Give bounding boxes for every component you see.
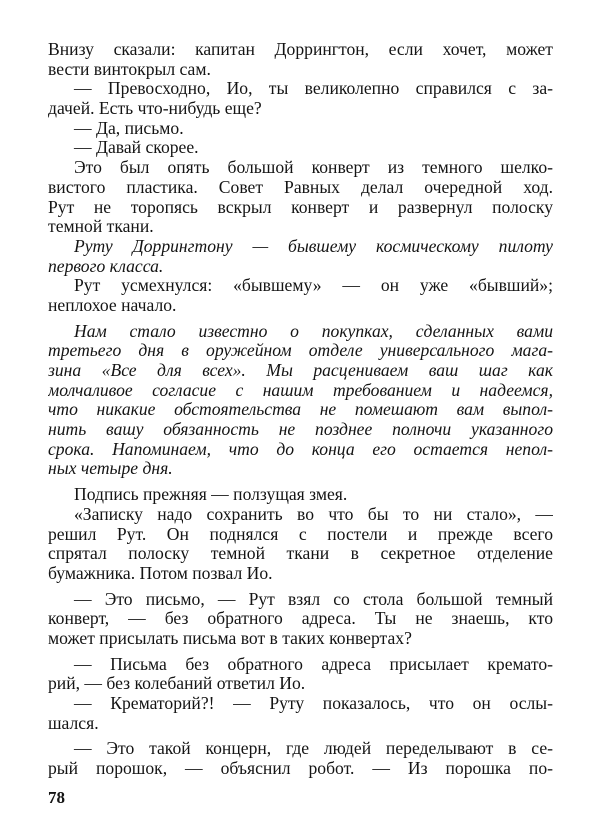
text-line: нить вашу обязанность не позднее полночи указанного <box>48 420 553 440</box>
text-line: что никакие обстоятельства не помешают вам выпол- <box>48 400 553 420</box>
text-line: молчаливое согласие с нашим требованием и надеемся, <box>48 380 553 400</box>
text-line: — Давай скорее. <box>74 138 199 158</box>
text-line: неплохое начало. <box>48 295 177 315</box>
paragraph <box>48 79 553 118</box>
text-line: вести винтокрыл сам. <box>48 59 211 79</box>
text-line: — Превосходно, Ио, ты великолепно справился с за- <box>74 79 553 99</box>
text-line: вистого пластика. Совет Равных делал очередной ход. <box>48 177 553 197</box>
page-number: 78 <box>48 788 65 807</box>
text-line: бумажника. Потом позвал Ио. <box>48 563 273 583</box>
italic-letter-paragraph <box>48 322 553 480</box>
text-line: Руту Доррингтону — бывшему космическому пилоту <box>74 236 553 256</box>
text-line: — Это такой концерн, где людей переделывают в се- <box>74 739 553 759</box>
text-line: Рут усмехнулся: «бывшему» — он уже «бывший»; <box>74 276 553 296</box>
text-line: — Да, письмо. <box>74 118 184 138</box>
text-line: Внизу сказали: капитан Доррингтон, если хочет, может <box>48 40 553 59</box>
paragraph <box>48 694 553 733</box>
paragraph <box>48 138 553 158</box>
paragraph <box>48 276 553 315</box>
paragraph <box>48 158 553 237</box>
text-line: «Записку надо сохранить во что бы то ни стало», — <box>74 504 553 524</box>
text-line: зина «Все для всех». Мы расцениваем ваш шаг как <box>48 361 553 380</box>
paragraph <box>48 40 553 79</box>
text-line: спрятал полоску темной ткани в секретное отделение <box>48 544 553 564</box>
text-line: Рут не торопясь вскрыл конверт и развернул полоску <box>48 197 553 217</box>
text-line: — Это письмо, — Рут взял со стола большой темный <box>74 589 553 609</box>
text-line: темной ткани. <box>48 217 154 237</box>
paragraph <box>48 505 553 584</box>
paragraph <box>48 485 553 505</box>
paragraph <box>48 590 553 649</box>
paragraph <box>48 655 553 694</box>
text-line: шался. <box>48 713 99 733</box>
italic-letter-paragraph <box>48 237 553 276</box>
text-line: конверт, — без обратного адреса. Ты не знаешь, кто <box>48 609 553 629</box>
text-line: рий, — без колебаний ответил Ио. <box>48 674 306 694</box>
text-line: ных четыре дня. <box>48 459 173 479</box>
text-line: первого класса. <box>48 256 164 276</box>
text-line: Подпись прежняя — ползущая змея. <box>74 485 348 505</box>
book-page-text <box>48 40 553 779</box>
text-line: рый порошок, — объяснил робот. — Из порошка по- <box>48 759 553 779</box>
text-line: — Крематорий?! — Руту показалось, что он ослы- <box>74 694 553 713</box>
text-line: может присылать письма вот в таких конвертах? <box>48 628 412 648</box>
text-line: решил Рут. Он поднялся с постели и прежде всего <box>48 524 553 544</box>
text-line: Нам стало известно о покупках, сделанных вами <box>74 321 553 341</box>
text-line: дачей. Есть что-нибудь еще? <box>48 99 262 119</box>
text-line: третьего дня в оружейном отделе универсального мага- <box>48 341 553 361</box>
text-line: срока. Напоминаем, что до конца его остается непол- <box>48 439 553 459</box>
text-line: — Письма без обратного адреса присылает кремато- <box>74 654 553 674</box>
paragraph <box>48 739 553 778</box>
paragraph <box>48 119 553 139</box>
text-line: Это был опять большой конверт из темного шелко- <box>74 158 553 178</box>
